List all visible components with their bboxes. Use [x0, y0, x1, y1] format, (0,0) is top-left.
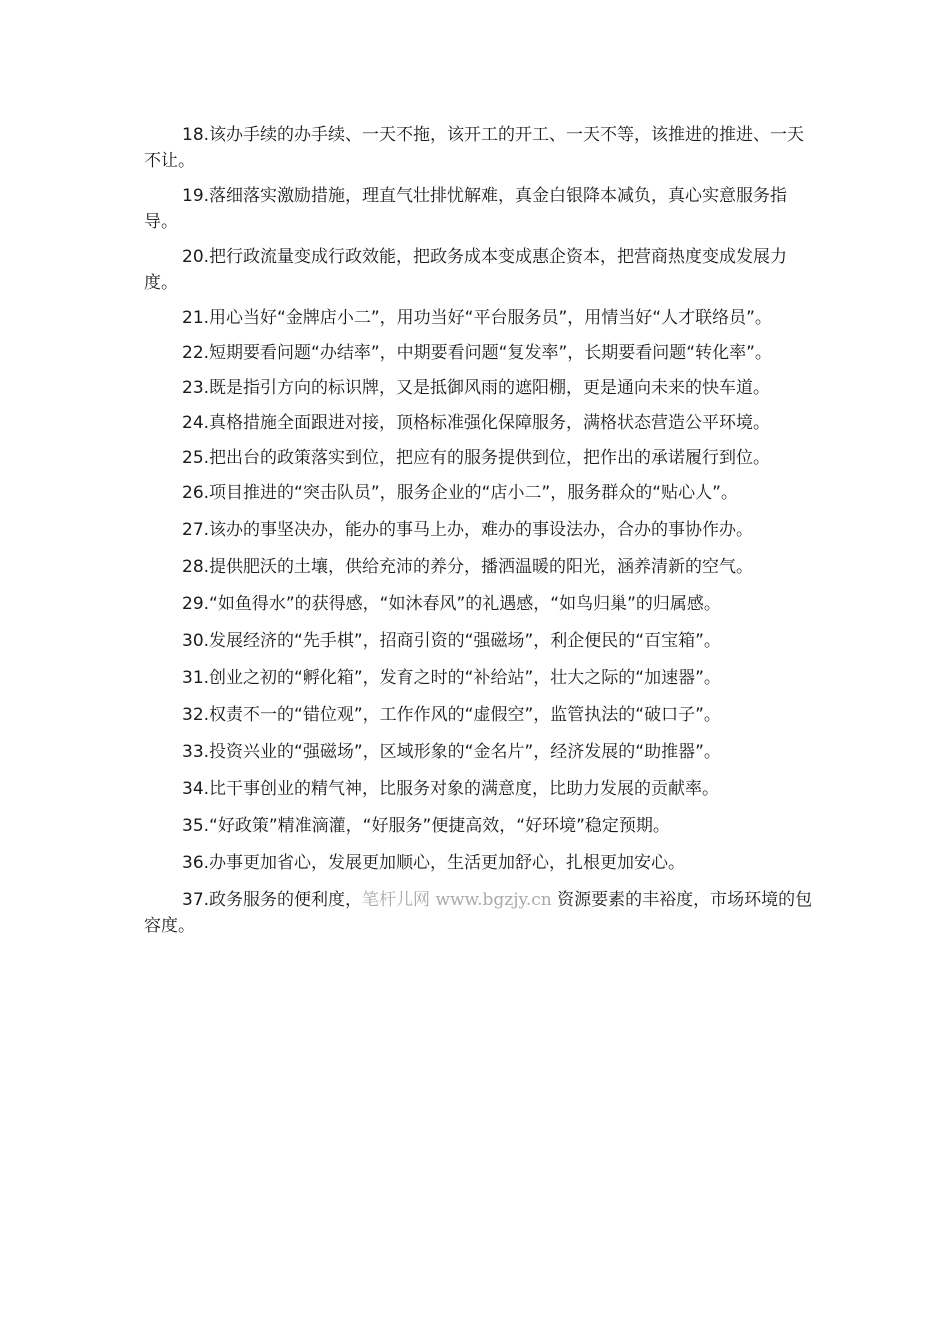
watermark-text: 笔杆儿网 www.bgzjy.cn	[362, 890, 552, 910]
paragraph-25: 25.把出台的政策落实到位，把应有的服务提供到位，把作出的承诺履行到位。	[182, 448, 771, 468]
document-body	[144, 122, 816, 948]
paragraph-36: 36.办事更加省心，发展更加顺心，生活更加舒心，扎根更加安心。	[182, 853, 686, 873]
paragraph-24: 24.真格措施全面跟进对接，顶格标准强化保障服务，满格状态营造公平环境。	[182, 413, 771, 433]
paragraph-37-end: 资源要素的丰裕度，市场环境的包容度。	[144, 890, 813, 936]
paragraph-37-start: 37.政务服务的便利度，	[182, 890, 363, 910]
paragraph-21: 21.用心当好“金牌店小二”，用功当好“平台服务员”，用情当好“人才联络员”。	[182, 308, 772, 328]
paragraph-23: 23.既是指引方向的标识牌，又是抵御风雨的遮阳棚，更是通向未来的快车道。	[182, 378, 771, 398]
paragraph-26: 26.项目推进的“突击队员”，服务企业的“店小二”，服务群众的“贴心人”。	[182, 483, 738, 503]
paragraph-19: 19.落细落实激励措施，理直气壮排忧解难，真金白银降本减负，真心实意服务指导。	[144, 186, 788, 232]
paragraph-27: 27.该办的事坚决办，能办的事马上办，难办的事设法办，合办的事协作办。	[182, 520, 754, 540]
paragraph-33: 33.投资兴业的“强磁场”，区域形象的“金名片”，经济发展的“助推器”。	[182, 742, 721, 762]
paragraph-37	[144, 887, 816, 939]
paragraph-34: 34.比干事创业的精气神，比服务对象的满意度，比助力发展的贡献率。	[182, 779, 720, 799]
paragraph-20: 20.把行政流量变成行政效能，把政务成本变成惠企资本，把营商热度变成发展力度。	[144, 247, 788, 293]
paragraph-32: 32.权责不一的“错位观”，工作作风的“虚假空”，监管执法的“破口子”。	[182, 705, 721, 725]
paragraph-30: 30.发展经济的“先手棋”，招商引资的“强磁场”，利企便民的“百宝箱”。	[182, 631, 721, 651]
paragraph-29: 29.“如鱼得水”的获得感，“如沐春风”的礼遇感，“如鸟归巢”的归属感。	[182, 594, 721, 614]
paragraph-28: 28.提供肥沃的土壤，供给充沛的养分，播洒温暖的阳光，涵养清新的空气。	[182, 557, 754, 577]
paragraph-35: 35.“好政策”精准滴灌，“好服务”便捷高效，“好环境”稳定预期。	[182, 816, 670, 836]
paragraph-22: 22.短期要看问题“办结率”，中期要看问题“复发率”，长期要看问题“转化率”。	[182, 343, 772, 363]
paragraph-31: 31.创业之初的“孵化箱”，发育之时的“补给站”，壮大之际的“加速器”。	[182, 668, 721, 688]
paragraph-18: 18.该办手续的办手续、一天不拖，该开工的开工、一天不等，该推进的推进、一天不让。	[144, 125, 805, 171]
